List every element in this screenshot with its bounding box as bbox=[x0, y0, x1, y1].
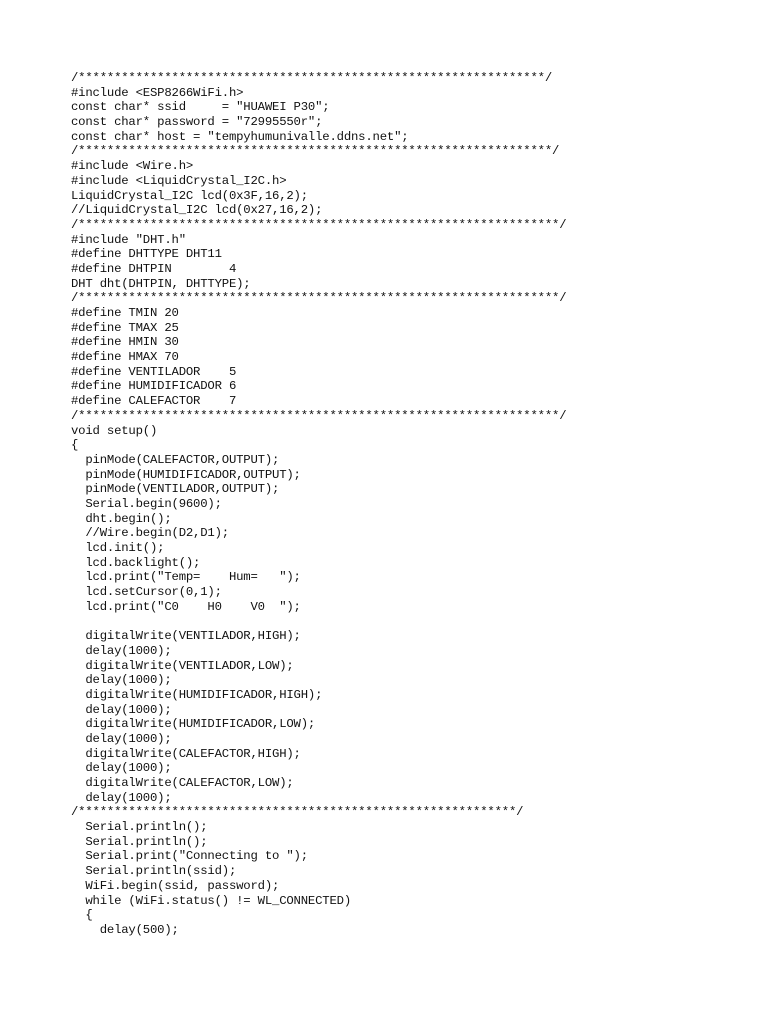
code-line: lcd.print("Temp= Hum= "); bbox=[71, 570, 301, 585]
code-line: #include <LiquidCrystal_I2C.h> bbox=[71, 173, 287, 188]
code-line: #include <Wire.h> bbox=[71, 159, 194, 174]
code-line: delay(1000); bbox=[71, 643, 172, 658]
code-line: #include "DHT.h" bbox=[71, 232, 186, 247]
code-line: delay(1000); bbox=[71, 673, 172, 688]
code-line: /*******************************************************************/ bbox=[71, 291, 567, 306]
code-line: { bbox=[71, 908, 93, 923]
code-line: #define DHTTYPE DHT11 bbox=[71, 247, 222, 262]
code-line: //Wire.begin(D2,D1); bbox=[71, 526, 229, 541]
code-line: void setup() bbox=[71, 423, 158, 438]
code-line: delay(1000); bbox=[71, 790, 172, 805]
code-line: #define TMIN 20 bbox=[71, 306, 179, 320]
code-line: /******************************************************************/ bbox=[71, 144, 560, 159]
code-line: Serial.begin(9600); bbox=[71, 496, 222, 511]
code-line: const char* ssid = "HUAWEI P30"; bbox=[71, 100, 330, 115]
code-line: lcd.setCursor(0,1); bbox=[71, 585, 222, 600]
code-line: { bbox=[71, 438, 79, 453]
code-line bbox=[71, 614, 566, 629]
code-line: digitalWrite(VENTILADOR,LOW); bbox=[71, 658, 294, 673]
code-line: pinMode(HUMIDIFICADOR,OUTPUT); bbox=[71, 467, 301, 482]
code-line: #define HUMIDIFICADOR 6 bbox=[71, 379, 237, 394]
code-line: /*************************************************************/ bbox=[71, 805, 524, 820]
code-line: Serial.print("Connecting to "); bbox=[71, 849, 308, 864]
code-line: const char* host = "tempyhumunivalle.ddns.net"; bbox=[71, 129, 409, 144]
code-line: LiquidCrystal_I2C lcd(0x3F,16,2); bbox=[71, 188, 308, 203]
code-line: digitalWrite(CALEFACTOR,HIGH); bbox=[71, 746, 301, 761]
code-line: Serial.println(); bbox=[71, 820, 208, 835]
code-line: lcd.backlight(); bbox=[71, 555, 201, 570]
code-line: WiFi.begin(ssid, password); bbox=[71, 878, 280, 893]
code-line: dht.begin(); bbox=[71, 511, 172, 526]
code-line: DHT dht(DHTPIN, DHTTYPE); bbox=[71, 276, 251, 291]
code-line: delay(1000); bbox=[71, 702, 172, 717]
code-line: /*******************************************************************/ bbox=[71, 408, 567, 423]
code-line: delay(1000); bbox=[71, 731, 172, 746]
code-line: lcd.init(); bbox=[71, 541, 165, 555]
code-line: /*****************************************************************/ bbox=[71, 71, 553, 85]
code-line: digitalWrite(CALEFACTOR,LOW); bbox=[71, 776, 294, 790]
code-line: #define DHTPIN 4 bbox=[71, 261, 237, 276]
code-line: while (WiFi.status() != WL_CONNECTED) bbox=[71, 893, 351, 908]
code-line: #include <ESP8266WiFi.h> bbox=[71, 85, 244, 100]
code-line: #define HMIN 30 bbox=[71, 335, 179, 350]
code-line: #define TMAX 25 bbox=[71, 320, 179, 335]
code-line: /*******************************************************************/ bbox=[71, 217, 567, 232]
code-line: digitalWrite(VENTILADOR,HIGH); bbox=[71, 629, 301, 644]
code-line: #define CALEFACTOR 7 bbox=[71, 394, 237, 409]
code-line: delay(500); bbox=[71, 922, 179, 937]
code-line: #define VENTILADOR 5 bbox=[71, 364, 237, 379]
code-line: const char* password = "72995550r"; bbox=[71, 115, 323, 130]
code-line: Serial.println(); bbox=[71, 834, 208, 849]
code-line: pinMode(CALEFACTOR,OUTPUT); bbox=[71, 452, 280, 467]
code-line: digitalWrite(HUMIDIFICADOR,HIGH); bbox=[71, 687, 323, 702]
code-line: pinMode(VENTILADOR,OUTPUT); bbox=[71, 482, 280, 497]
code-line: Serial.println(ssid); bbox=[71, 864, 237, 879]
code-listing bbox=[71, 71, 566, 938]
code-line: #define HMAX 70 bbox=[71, 350, 179, 365]
code-line: digitalWrite(HUMIDIFICADOR,LOW); bbox=[71, 717, 316, 732]
code-line: delay(1000); bbox=[71, 761, 172, 776]
code-line: //LiquidCrystal_I2C lcd(0x27,16,2); bbox=[71, 203, 323, 218]
code-line: lcd.print("C0 H0 V0 "); bbox=[71, 599, 301, 614]
